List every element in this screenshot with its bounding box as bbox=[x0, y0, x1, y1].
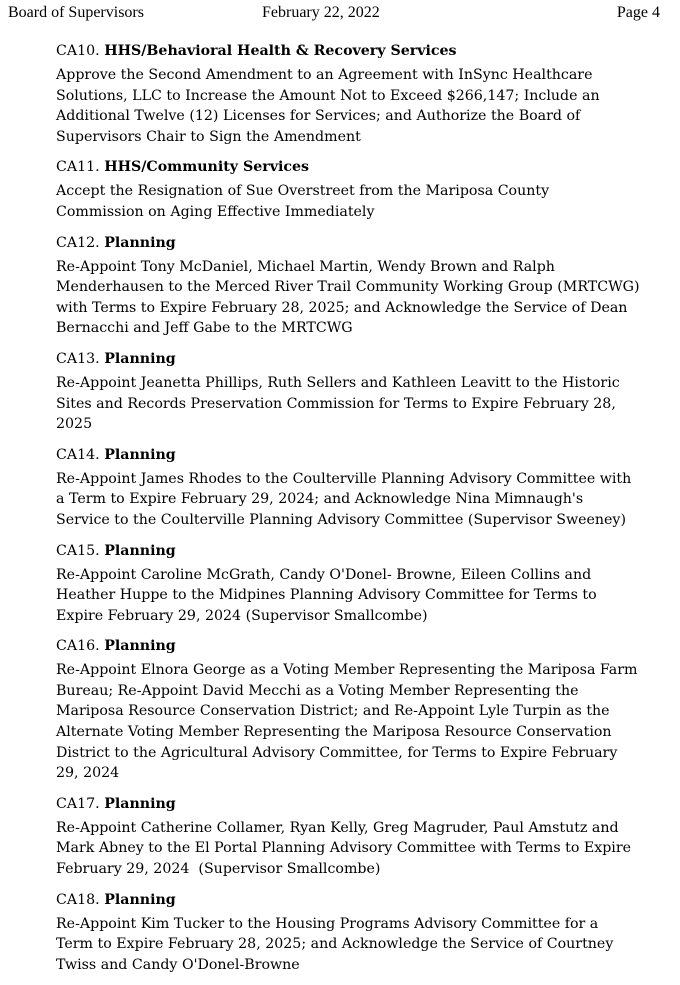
consent-agenda-items bbox=[56, 41, 662, 985]
description-line: Twiss and Candy O'Donel-Browne bbox=[56, 956, 300, 973]
agenda-item-department: Planning bbox=[104, 446, 176, 463]
description-line: 29, 2024 bbox=[56, 765, 120, 782]
agenda-item-heading bbox=[56, 157, 662, 177]
agenda-item bbox=[56, 445, 662, 531]
agenda-item bbox=[56, 233, 662, 339]
description-line: Supervisors Chair to Sign the Amendment bbox=[56, 128, 361, 145]
description-line: Mark Abney to the El Portal Planning Advisory Committee with Terms to Expire bbox=[56, 840, 632, 857]
agenda-item-description bbox=[56, 469, 662, 531]
description-line: 2025 bbox=[56, 416, 93, 433]
agenda-item bbox=[56, 636, 662, 784]
agenda-item-department: Planning bbox=[104, 638, 176, 655]
agenda-item-description bbox=[56, 565, 662, 627]
agenda-item-number: CA17. bbox=[56, 795, 100, 812]
description-line: Re-Appoint Caroline McGrath, Candy O'Donel- Browne, Eileen Collins and bbox=[56, 566, 592, 583]
description-line: with Terms to Expire February 28, 2025; and Acknowledge the Service of Dean bbox=[56, 299, 628, 316]
description-line: Term to Expire February 28, 2025; and Acknowledge the Service of Courtney bbox=[56, 936, 614, 953]
description-line: Re-Appoint Tony McDaniel, Michael Martin, Wendy Brown and Ralph bbox=[56, 258, 555, 275]
description-line: District to the Agricultural Advisory Committee, for Terms to Expire February bbox=[56, 744, 618, 761]
header-page-number: Page 4 bbox=[616, 4, 660, 21]
agenda-item-number: CA12. bbox=[56, 234, 100, 251]
description-line: a Term to Expire February 29, 2024; and Acknowledge Nina Mimnaugh's bbox=[56, 491, 584, 508]
description-line: Sites and Records Preservation Commission for Terms to Expire February 28, bbox=[56, 395, 616, 412]
agenda-item-description bbox=[56, 257, 662, 339]
agenda-item-description bbox=[56, 660, 662, 784]
agenda-item-description bbox=[56, 181, 662, 222]
agenda-item-number: CA13. bbox=[56, 350, 100, 367]
agenda-item-heading bbox=[56, 541, 662, 561]
description-line: Alternate Voting Member Representing the Mariposa Resource Conservation bbox=[56, 724, 612, 741]
agenda-item bbox=[56, 41, 662, 147]
description-line: February 29, 2024 (Supervisor Smallcombe) bbox=[56, 861, 381, 878]
agenda-item-number: CA16. bbox=[56, 638, 100, 655]
header-board-name: Board of Supervisors bbox=[8, 4, 144, 21]
description-line: Re-Appoint Elnora George as a Voting Member Representing the Mariposa Farm bbox=[56, 662, 638, 679]
description-line: Service to the Coulterville Planning Advisory Committee (Supervisor Sweeney) bbox=[56, 511, 626, 528]
agenda-item-department: Planning bbox=[104, 891, 176, 908]
agenda-item-number: CA11. bbox=[56, 159, 100, 176]
description-line: Additional Twelve (12) Licenses for Services; and Authorize the Board of bbox=[56, 108, 581, 125]
description-line: Re-Appoint Kim Tucker to the Housing Programs Advisory Committee for a bbox=[56, 915, 599, 932]
agenda-item-heading bbox=[56, 41, 662, 61]
description-line: Bernacchi and Jeff Gabe to the MRTCWG bbox=[56, 320, 353, 337]
agenda-item-number: CA10. bbox=[56, 43, 100, 59]
agenda-item-description bbox=[56, 818, 662, 880]
agenda-item-department: Planning bbox=[104, 542, 176, 559]
agenda-item-department: Planning bbox=[104, 350, 176, 367]
header-meeting-date: February 22, 2022 bbox=[262, 4, 380, 21]
agenda-item-heading bbox=[56, 636, 662, 656]
description-line: Menderhausen to the Merced River Trail Community Working Group (MRTCWG) bbox=[56, 279, 640, 296]
agenda-item bbox=[56, 349, 662, 435]
agenda-item-heading bbox=[56, 233, 662, 253]
description-line: Re-Appoint Catherine Collamer, Ryan Kelly, Greg Magruder, Paul Amstutz and bbox=[56, 819, 619, 836]
agenda-item-number: CA18. bbox=[56, 891, 100, 908]
agenda-item-heading bbox=[56, 349, 662, 369]
agenda-item-heading bbox=[56, 890, 662, 910]
agenda-item-number: CA15. bbox=[56, 542, 100, 559]
agenda-item-number: CA14. bbox=[56, 446, 100, 463]
description-line: Mariposa Resource Conservation District; and Re-Appoint Lyle Turpin as the bbox=[56, 703, 610, 720]
agenda-item-department: HHS/Behavioral Health & Recovery Services bbox=[104, 43, 457, 59]
description-line: Re-Appoint James Rhodes to the Coulterville Planning Advisory Committee with bbox=[56, 470, 632, 487]
description-line: Accept the Resignation of Sue Overstreet from the Mariposa County bbox=[56, 183, 550, 200]
description-line: Heather Huppe to the Midpines Planning Advisory Committee for Terms to bbox=[56, 587, 597, 604]
agenda-item bbox=[56, 157, 662, 222]
agenda-item-heading bbox=[56, 445, 662, 465]
agenda-item-description bbox=[56, 373, 662, 435]
agenda-item bbox=[56, 541, 662, 627]
agenda-item-heading bbox=[56, 794, 662, 814]
description-line: Commission on Aging Effective Immediately bbox=[56, 203, 375, 220]
agenda-item bbox=[56, 794, 662, 880]
agenda-item-description bbox=[56, 65, 662, 147]
agenda-item bbox=[56, 890, 662, 976]
agenda-item-description bbox=[56, 914, 662, 976]
agenda-item-department: HHS/Community Services bbox=[104, 159, 309, 176]
description-line: Solutions, LLC to Increase the Amount Not to Exceed $266,147; Include an bbox=[56, 87, 600, 104]
agenda-item-department: Planning bbox=[104, 234, 176, 251]
description-line: Expire February 29, 2024 (Supervisor Smallcombe) bbox=[56, 607, 428, 624]
description-line: Approve the Second Amendment to an Agreement with InSync Healthcare bbox=[56, 67, 593, 83]
page-header bbox=[0, 4, 680, 24]
description-line: Re-Appoint Jeanetta Phillips, Ruth Sellers and Kathleen Leavitt to the Historic bbox=[56, 374, 620, 391]
agenda-item-department: Planning bbox=[104, 795, 176, 812]
description-line: Bureau; Re-Appoint David Mecchi as a Voting Member Representing the bbox=[56, 682, 579, 699]
